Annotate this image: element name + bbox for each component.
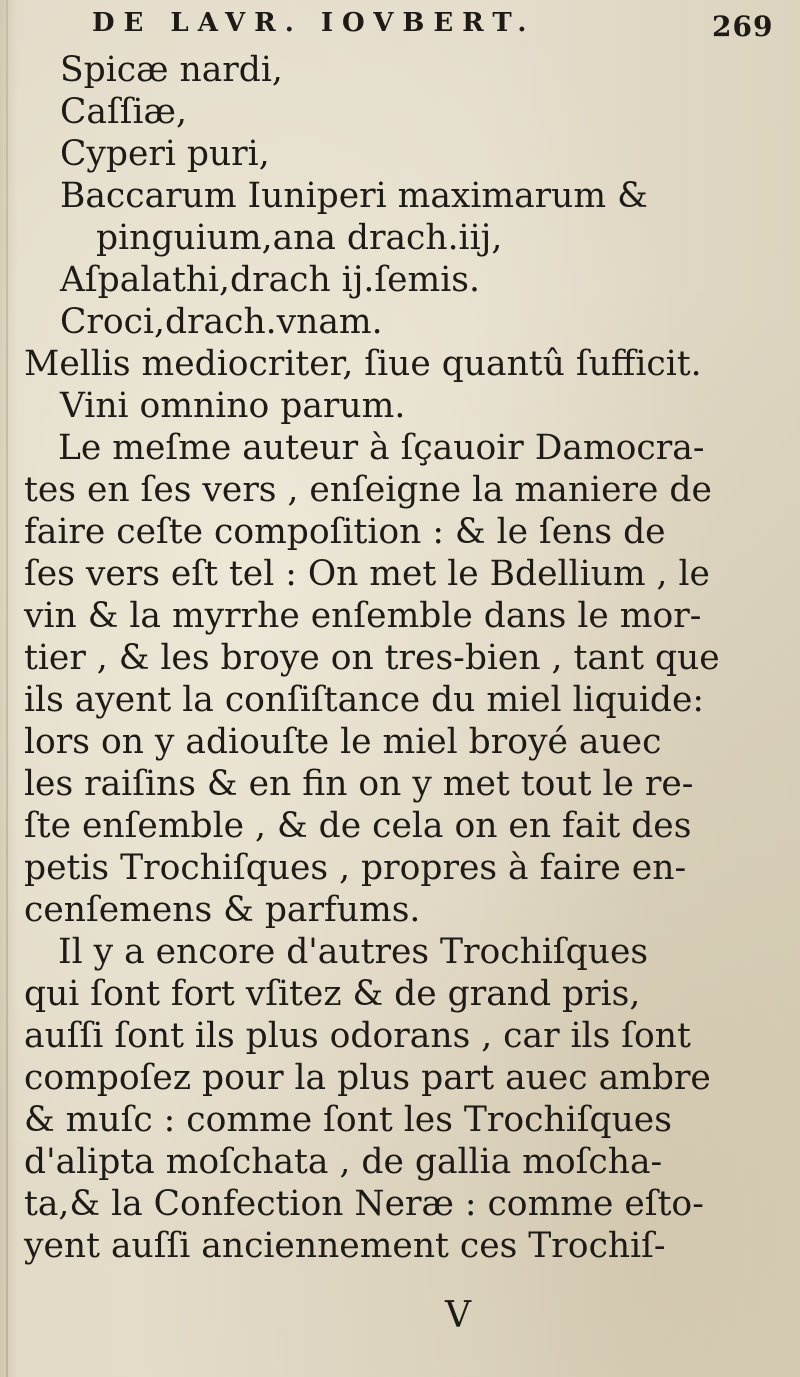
paragraph-line: faire ceſte compoſition : & le ſens de: [24, 512, 666, 552]
recipe-line: Baccarum Iuniperi maximarum &: [60, 176, 648, 216]
recipe-line: pinguium,ana drach.iij,: [96, 218, 503, 258]
recipe-line: Spicæ nardi,: [60, 50, 283, 90]
paragraph-line: Il y a encore d'autres Trochiſques: [58, 932, 649, 972]
paragraph-line: ſes vers eſt tel : On met le Bdellium , le: [24, 554, 710, 594]
paragraph-line: les raiſins & en fin on y met tout le re-: [24, 764, 694, 804]
catchword: V: [445, 1295, 471, 1336]
recipe-line: Mellis mediocriter, ſiue quantû ſufficit.: [24, 344, 702, 384]
recipe-line: Croci,drach.vnam.: [60, 302, 383, 342]
paragraph-line: compoſez pour la plus part auec ambre: [24, 1058, 711, 1098]
paragraph-line: petis Trochiſques , propres à faire en-: [24, 848, 687, 888]
recipe-line: Cyperi puri,: [60, 134, 270, 174]
paragraph-line: ils ayent la conſiſtance du miel liquide:: [24, 680, 705, 720]
paragraph-line: auſſi ſont ils plus odorans , car ils ſont: [24, 1016, 691, 1056]
paragraph-line: & muſc : comme ſont les Trochiſques: [24, 1100, 672, 1140]
paragraph-line: Le meſme auteur à ſçauoir Damocra-: [58, 428, 705, 468]
paragraph-line: ſte enſemble , & de cela on en fait des: [24, 806, 692, 846]
recipe-line: Aſpalathi,drach ij.ſemis.: [60, 260, 480, 300]
paragraph-line: lors on y adiouſte le miel broyé auec: [24, 722, 662, 762]
paragraph-line: tier , & les broye on tres-bien , tant que: [24, 638, 720, 678]
paragraph-line: cenſemens & parfums.: [24, 890, 421, 930]
paragraph-line: qui ſont fort vſitez & de grand pris,: [24, 974, 641, 1014]
paragraph-line: vin & la myrrhe enſemble dans le mor-: [24, 596, 702, 636]
page-number: 269: [712, 10, 774, 43]
paragraph-line: ta,& la Confection Neræ : comme eſto-: [24, 1184, 704, 1224]
recipe-line: Vini omnino parum.: [60, 386, 406, 426]
recipe-line: Caſſiæ,: [60, 92, 187, 132]
running-head: DE LAVR. IOVBERT.: [92, 8, 536, 38]
paragraph-line: tes en ſes vers , enſeigne la maniere de: [24, 470, 712, 510]
paragraph-line: yent auſſi anciennement ces Trochiſ-: [24, 1226, 666, 1266]
page-gutter-edge: [6, 0, 8, 1377]
paragraph-line: d'alipta moſchata , de gallia moſcha-: [24, 1142, 663, 1182]
